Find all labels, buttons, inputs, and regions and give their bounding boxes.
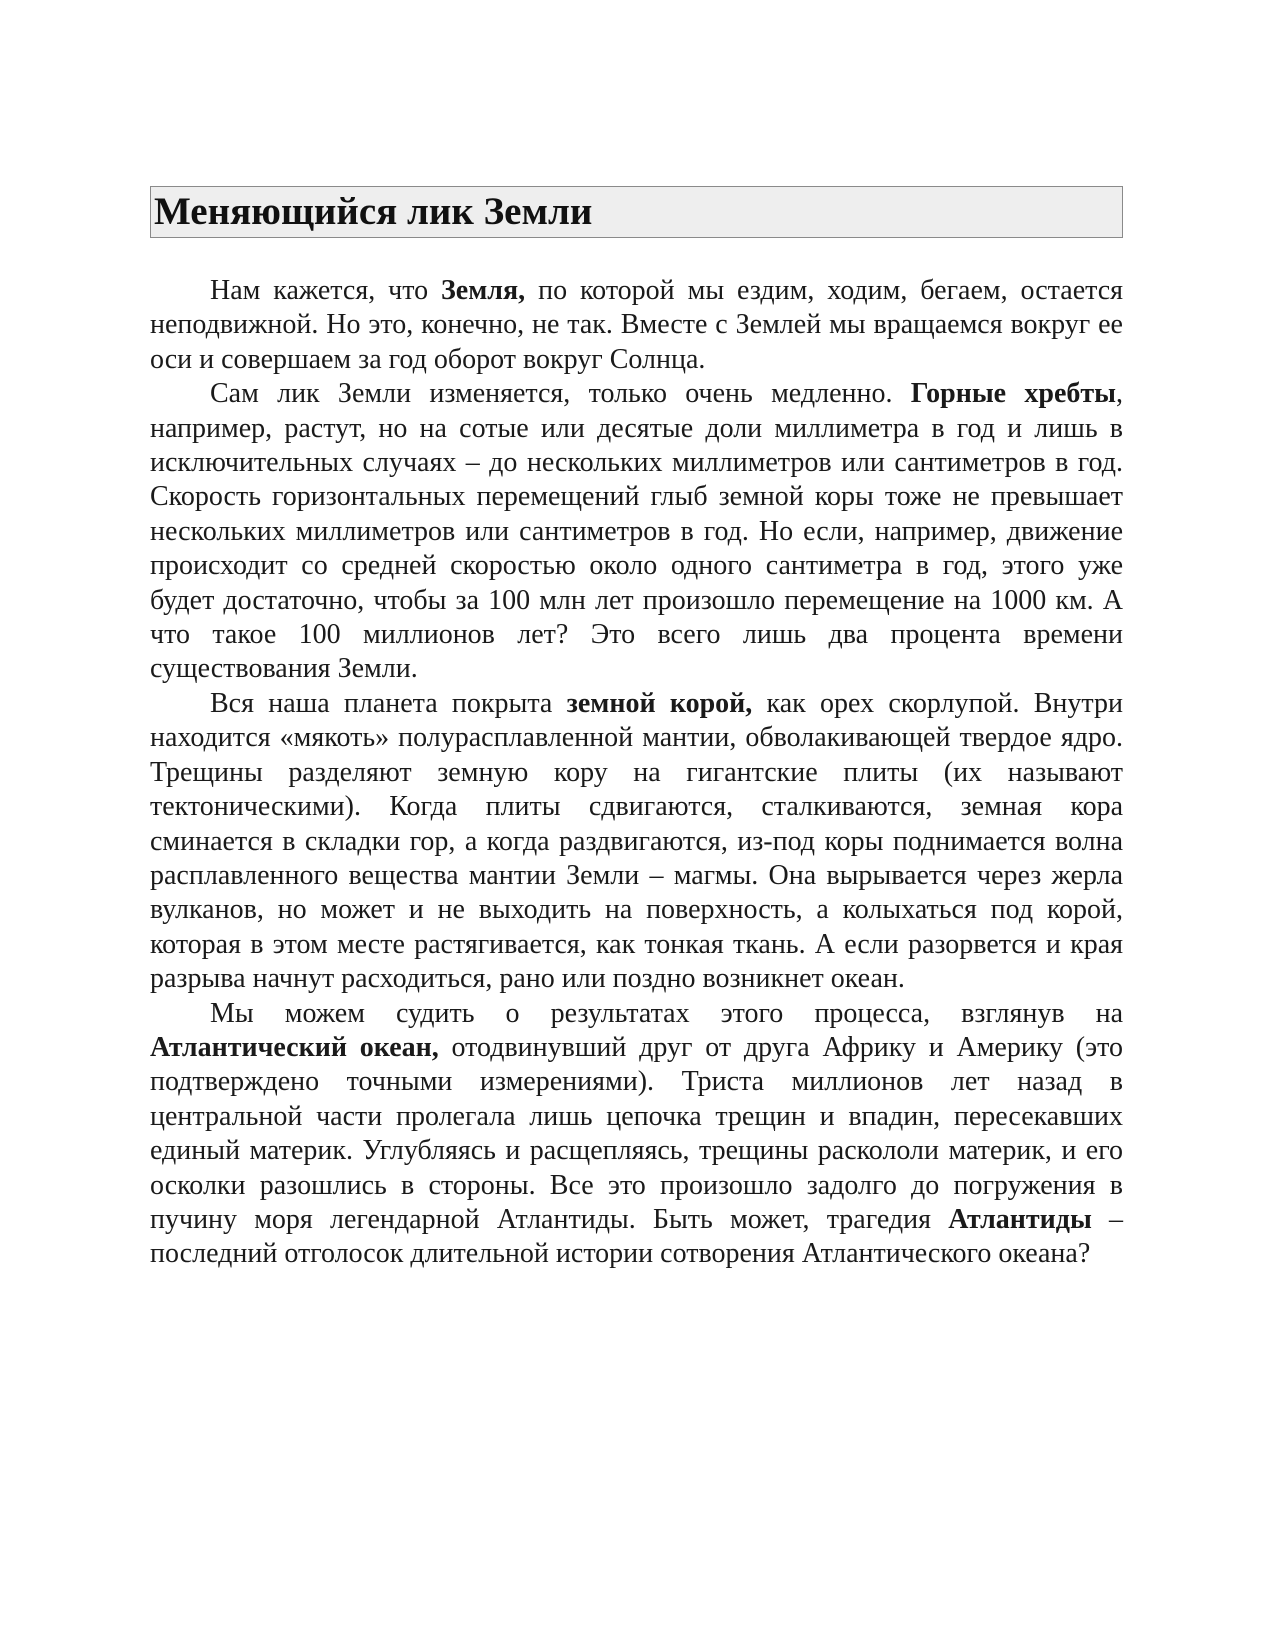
term-zemnaya-kora: земной корой, — [566, 687, 753, 719]
document-body — [150, 274, 1123, 1272]
paragraph-4-segment-3: отодвинувший друг от друга Африку и Америку (это подтверждено точными измерениями). Триста миллионов лет назад в центральной части пролегала лишь цепочка трещин и впадин, пересекавших единый материк. Углубляясь и расщепляясь, трещины раскололи материк, и его осколки разошлись в стороны. Все это произошло задолго до погружения в пучину моря легендарной Атлантиды. Быть может, трагедия — [150, 1031, 1123, 1235]
paragraph-1-segment-3: по которой мы ездим, ходим, бегаем, остается неподвижной. Но это, конечно, не так. Вместе с Землей мы вращаемся вокруг ее оси и совершаем за год оборот вокруг Солнца. — [150, 275, 1123, 375]
paragraph-3-segment-1: Вся наша планета покрыта — [210, 687, 567, 719]
document-page — [150, 186, 1123, 1272]
paragraph-3-segment-3: как орех скорлупой. Внутри находится «мякоть» полурасплавленной мантии, обволакивающей твердое ядро. Трещины разделяют земную кору на гигантские плиты (их называют тектоническими). Когда плиты сдвигаются, сталкиваются, земная кора сминается в складки гор, а когда раздвигаются, из-под коры поднимается волна расплавленного вещества мантии Земли – магмы. Она вырывается через жерла вулканов, но может и не выходить на поверхность, а колыхаться под корой, которая в этом месте растягивается, как тонкая ткань. А если разорвется и края разрыва начнут расходиться, рано или поздно возникнет океан. — [150, 687, 1123, 995]
term-atlanticheskiy-okean: Атлантический океан, — [150, 1031, 439, 1063]
title-box — [150, 186, 1123, 238]
term-zemlya: Земля, — [441, 275, 526, 306]
paragraph-2 — [150, 377, 1123, 687]
document-title: Меняющийся лик Земли — [154, 190, 593, 233]
paragraph-2-segment-1: Сам лик Земли изменяется, только очень медленно. — [210, 378, 911, 410]
paragraph-1-segment-1: Нам кажется, что — [210, 275, 442, 306]
term-atlantidy: Атлантиды — [948, 1203, 1092, 1235]
paragraph-4-segment-1: Мы можем судить о результатах этого процесса, взглянув на — [210, 997, 1123, 1029]
paragraph-1 — [150, 274, 1123, 377]
paragraph-4 — [150, 997, 1123, 1272]
paragraph-3 — [150, 687, 1123, 997]
paragraph-4-segment-5: – последний отголосок длительной истории сотворения Атлантического океана? — [150, 1203, 1123, 1270]
term-gornye-hrebty: Горные хребты — [910, 378, 1117, 410]
paragraph-2-segment-3: , например, растут, но на сотые или десятые доли миллиметра в год и лишь в исключительных случаях – до нескольких миллиметров или сантиметров в год. Скорость горизонтальных перемещений глыб земной коры тоже не превышает нескольких миллиметров или сантиметров в год. Но если, например, движение происходит со средней скоростью около одного сантиметра в год, этого уже будет достаточно, чтобы за 100 млн лет произошло перемещение на 1000 км. А что такое 100 миллионов лет? Это всего лишь два процента времени существования Земли. — [150, 378, 1124, 685]
